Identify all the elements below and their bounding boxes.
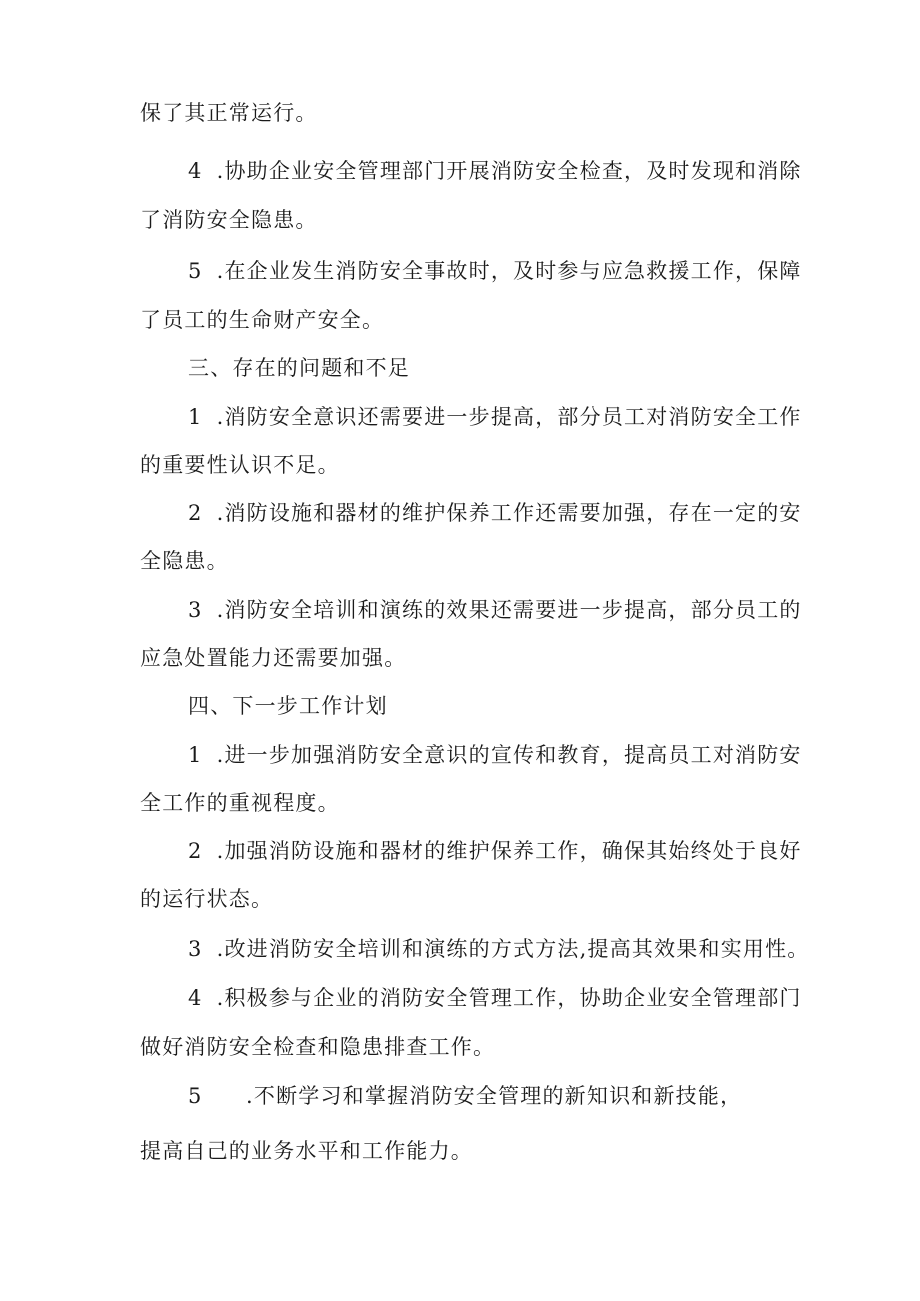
list-number: 5 xyxy=(188,259,203,283)
text: .积极参与企业的消防安全管理工作，协助企业安全管理部门 xyxy=(216,986,802,1010)
list-item-line xyxy=(188,935,810,963)
text-line xyxy=(140,1137,473,1165)
list-number: 1 xyxy=(188,405,203,429)
text: 三、存在的问题和不足 xyxy=(188,356,410,380)
text: 的重要性认识不足。 xyxy=(140,453,340,477)
list-number: 3 xyxy=(188,937,203,961)
list-number: 3 xyxy=(188,598,203,622)
text-line xyxy=(140,789,340,817)
text-line xyxy=(140,306,384,334)
text: 全工作的重视程度。 xyxy=(140,791,340,815)
list-item-line xyxy=(188,157,802,185)
list-item-line xyxy=(188,257,802,285)
text-line xyxy=(140,885,273,913)
text: 应急处置能力还需要加强。 xyxy=(140,646,407,670)
text-line xyxy=(140,451,340,479)
text: .不断学习和掌握消防安全管理的新知识和新技能， xyxy=(246,1084,743,1108)
text-line xyxy=(140,547,229,575)
text-line xyxy=(140,1033,495,1061)
text-line xyxy=(140,644,406,672)
list-item-line xyxy=(188,837,802,865)
text: 了消防安全隐患。 xyxy=(140,208,318,232)
text: .消防设施和器材的维护保养工作还需要加强，存在一定的安 xyxy=(216,501,802,525)
list-item-line xyxy=(188,596,802,624)
list-number: 2 xyxy=(188,839,203,863)
list-number: 2 xyxy=(188,501,203,525)
text: .改进消防安全培训和演练的方式方法,提高其效果和实用性。 xyxy=(216,937,810,961)
text: .消防安全培训和演练的效果还需要进一步提高，部分员工的 xyxy=(216,598,802,622)
list-number: 4 xyxy=(188,159,203,183)
list-item-line xyxy=(188,984,802,1012)
list-number: 4 xyxy=(188,986,203,1010)
text: .在企业发生消防安全事故时，及时参与应急救援工作，保障 xyxy=(216,259,802,283)
text: .消防安全意识还需要进一步提高，部分员工对消防安全工作 xyxy=(216,405,802,429)
text: 做好消防安全检查和隐患排查工作。 xyxy=(140,1035,496,1059)
text: .加强消防设施和器材的维护保养工作，确保其始终处于良好 xyxy=(216,839,802,863)
section-heading xyxy=(188,692,388,720)
list-item-line xyxy=(188,1082,742,1110)
text: 全隐患。 xyxy=(140,549,229,573)
text: .进一步加强消防安全意识的宣传和教育，提高员工对消防安 xyxy=(216,743,802,767)
text: 四、下一步工作计划 xyxy=(188,694,388,718)
section-heading xyxy=(188,354,410,382)
text: 提高自己的业务水平和工作能力。 xyxy=(140,1139,473,1163)
text: 的运行状态。 xyxy=(140,887,274,911)
text-line xyxy=(140,206,318,234)
text: .协助企业安全管理部门开展消防安全检查，及时发现和消除 xyxy=(216,159,802,183)
list-number: 5 xyxy=(188,1084,203,1108)
text: 了员工的生命财产安全。 xyxy=(140,308,385,332)
list-item-line xyxy=(188,741,802,769)
text-line xyxy=(140,99,318,127)
list-item-line xyxy=(188,499,802,527)
list-number: 1 xyxy=(188,743,203,767)
text: 保了其正常运行。 xyxy=(140,101,318,125)
list-item-line xyxy=(188,403,802,431)
